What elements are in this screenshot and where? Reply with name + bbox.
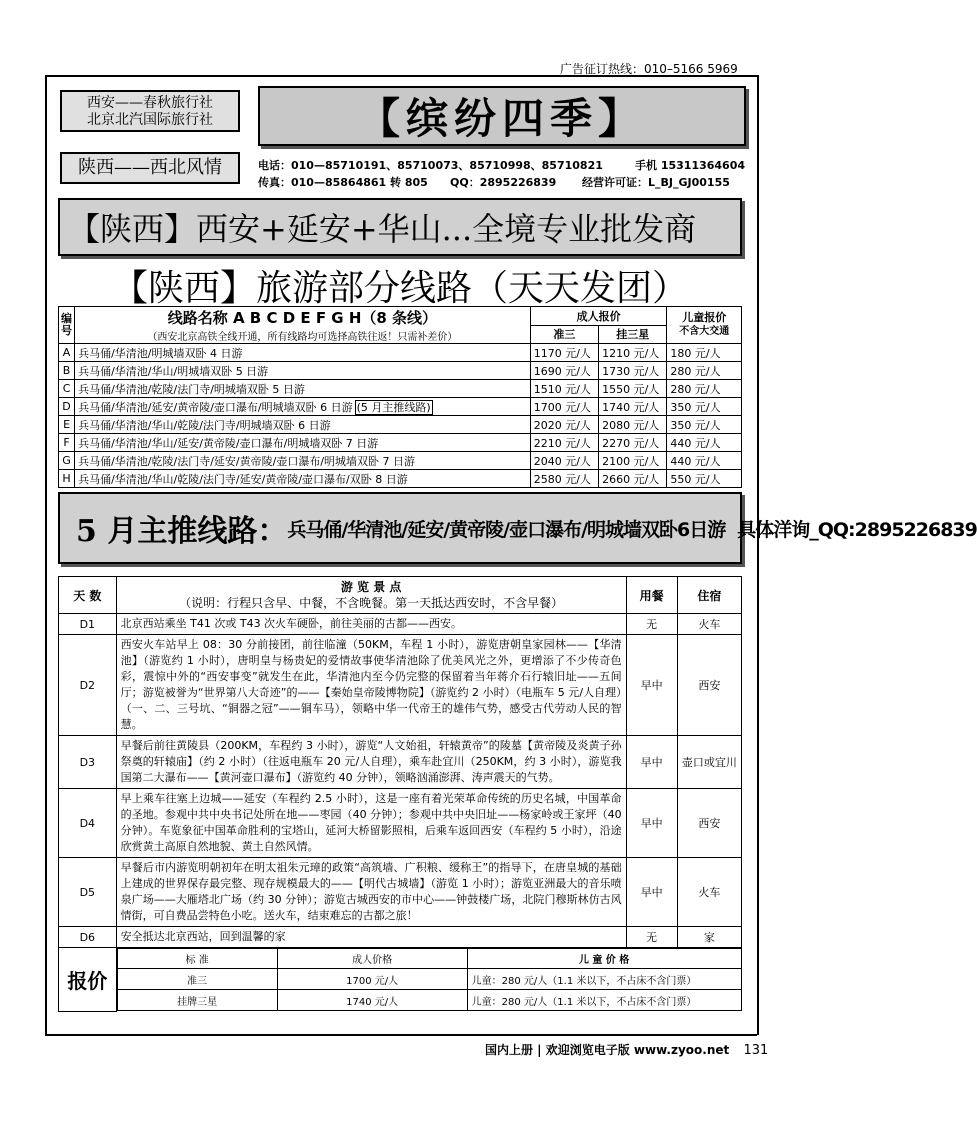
day-stay: 家 [677, 927, 741, 948]
day-description: 西安火车站早上 08：30 分前接团，前往临潼（50KM，车程 1 小时），游览唐朝皇家园林——【华清池】（游览约 1 小时），唐明皇与杨贵妃的爱情故事使华清池除了优美风光之外，更增添了不少传奇色彩，震惊中外的“西安事变”就发生在此，华清池内至今仍完整的保留着当年蒋介石行辕旧址——五间厅；游览被誉为“世界第八大奇迹”的——【秦始皇帝陵博物院】（游览约 2 小时）（电瓶车 5 元/人自理）（一、二、三号坑、“铜器之冠”——铜车马），领略中华一代帝王的雄伟气势，感受古代劳动人民的智慧。 [116, 635, 626, 736]
route-name: 兵马俑/华清池/明城墙双卧 4 日游 [75, 344, 531, 362]
table-row [59, 635, 742, 736]
route-price-std: 2020 元/人 [530, 416, 598, 434]
route-id: B [59, 362, 75, 380]
route-price-std: 2210 元/人 [530, 434, 598, 452]
day-stay: 西安 [677, 635, 741, 736]
day-description: 早上乘车往塞上边城——延安（车程约 2.5 小时），这是一座有着光荣革命传统的历史名城，中国革命的圣地。参观中共中央书记处所在地——枣园（40 分钟）；参观中共中央旧址——杨家岭或王家坪（40 分钟）。车览象征中国革命胜利的宝塔山，延河大桥留影照相，后乘车返回西安（车程约 5 小时），沿途欣赏黄土高原自然地貌、黄土自然风情。 [116, 789, 626, 858]
price-std: 挂牌三星 [117, 990, 277, 1011]
table-row [117, 969, 741, 990]
mobile-number: 手机 15311364604 [635, 159, 746, 172]
route-price-child: 350 元/人 [667, 416, 742, 434]
day-description: 北京西站乘坐 T41 次或 T43 次火车硬卧，前往美丽的古都——西安。 [116, 614, 626, 635]
col-name-header [75, 307, 531, 344]
sights-title: 游 览 景 点 [340, 580, 402, 594]
table-row [59, 434, 742, 452]
table-row [117, 990, 741, 1011]
day-stay: 火车 [677, 858, 741, 927]
agency-box [60, 90, 240, 132]
child-price-title: 儿童报价 [682, 311, 727, 324]
child-price-note: 不含大交通 [679, 326, 730, 337]
agency-line-1: 西安——春秋旅行社 [87, 95, 213, 111]
qq-number: QQ：2895226839 [450, 176, 557, 189]
table-row [59, 858, 742, 927]
price-adult: 1740 元/人 [277, 990, 467, 1011]
featured-label: 5 月主推线路： [76, 514, 288, 549]
day-meal: 早中 [626, 789, 677, 858]
route-price-plus: 1740 元/人 [599, 398, 667, 416]
ad-hotline: 广告征订热线：010–5166 5969 [560, 62, 738, 76]
route-price-std: 1700 元/人 [530, 398, 598, 416]
agency-line-2: 北京北汽国际旅行社 [87, 112, 213, 128]
region-box: 陕西——西北风情 [60, 152, 240, 184]
day-stay: 西安 [677, 789, 741, 858]
route-id: E [59, 416, 75, 434]
route-id: C [59, 380, 75, 398]
routes-table [58, 306, 742, 488]
fax-number: 传真：010—85864861 转 805 [258, 176, 428, 189]
day-description: 早餐后市内游览明朝初年在明太祖朱元璋的政策“高筑墙、广积粮、缓称王”的指导下，在唐皇城的基础上建成的世界保存最完整、现存规模最大的——【明代古城墙】（游览 1 小时）；游览亚洲最大的音乐喷泉广场——大雁塔北广场（约 30 分钟）；游览古城西安的市中心——钟鼓楼广场，北院门穆斯林仿古风情街，可自费品尝特色小吃。送火车，结束难忘的古都之旅！ [116, 858, 626, 927]
route-name: 兵马俑/华清池/华山/乾陵/法门寺/明城墙双卧 6 日游 [75, 416, 531, 434]
bottom-rule [45, 1034, 757, 1036]
col-child-header [667, 307, 742, 344]
table-row [59, 736, 742, 789]
phone-numbers: 电话：010—85710191、85710073、85710998、85710821 [258, 159, 603, 172]
table-row [59, 452, 742, 470]
table-row [59, 344, 742, 362]
day-meal: 早中 [626, 736, 677, 789]
route-price-plus: 1550 元/人 [599, 380, 667, 398]
price-subtable-cell [116, 948, 741, 1012]
route-id: G [59, 452, 75, 470]
table-row [59, 614, 742, 635]
day-stay: 壶口或宜川 [677, 736, 741, 789]
license-number: 经营许可证：L_BJ_GJ00155 [582, 176, 730, 189]
page-title: 【陕西】旅游部分线路（天天发团） [111, 268, 688, 309]
table-row [59, 398, 742, 416]
route-price-std: 1170 元/人 [530, 344, 598, 362]
day-stay: 火车 [677, 614, 741, 635]
route-price-std: 2040 元/人 [530, 452, 598, 470]
col-day-header: 天 数 [59, 577, 117, 614]
col-no-header: 编号 [59, 307, 75, 344]
route-name: 兵马俑/华清池/乾陵/法门寺/明城墙双卧 5 日游 [75, 380, 531, 398]
day-meal: 早中 [626, 635, 677, 736]
day-description: 安全抵达北京西站，回到温馨的家 [116, 927, 626, 948]
day-label: D4 [59, 789, 117, 858]
day-label: D2 [59, 635, 117, 736]
day-label: D6 [59, 927, 117, 948]
route-name-text: 兵马俑/华清池/延安/黄帝陵/壶口瀑布/明城墙双卧 6 日游 [78, 400, 353, 414]
route-name: 兵马俑/华清池/华山/延安/黄帝陵/壶口瀑布/明城墙双卧 7 日游 [75, 434, 531, 452]
route-id: D [59, 398, 75, 416]
route-price-child: 350 元/人 [667, 398, 742, 416]
route-name: 兵马俑/华清池/乾陵/法门寺/延安/黄帝陵/壶口瀑布/明城墙双卧 7 日游 [75, 452, 531, 470]
route-name: 兵马俑/华清池/华山/明城墙双卧 5 日游 [75, 362, 531, 380]
route-price-std: 1690 元/人 [530, 362, 598, 380]
price-child: 儿童：280 元/人（1.1 米以下，不占床不含门票） [467, 969, 741, 990]
route-price-plus: 1730 元/人 [599, 362, 667, 380]
table-row [59, 927, 742, 948]
route-id: H [59, 470, 75, 488]
route-price-plus: 2100 元/人 [599, 452, 667, 470]
itinerary-table [58, 576, 742, 1012]
day-label: D1 [59, 614, 117, 635]
brand-logo: 【缤纷四季】 [258, 86, 746, 146]
route-name: 兵马俑/华清池/华山/乾陵/法门寺/延安/黄帝陵/壶口瀑布/双卧 8 日游 [75, 470, 531, 488]
table-row [59, 789, 742, 858]
col-adult-header: 成人报价 [530, 307, 667, 326]
route-price-child: 280 元/人 [667, 380, 742, 398]
route-price-std: 1510 元/人 [530, 380, 598, 398]
route-id: F [59, 434, 75, 452]
route-name-note: （西安北京高铁全线开通，所有线路均可选择高铁往返！只需补差价） [147, 332, 458, 343]
route-name-title: 线路名称 A B C D E F G H（8 条线） [167, 309, 438, 327]
route-price-plus: 1210 元/人 [599, 344, 667, 362]
route-price-std: 2580 元/人 [530, 470, 598, 488]
col-stay-header: 住宿 [677, 577, 741, 614]
day-label: D3 [59, 736, 117, 789]
route-price-child: 280 元/人 [667, 362, 742, 380]
col-meal-header: 用餐 [626, 577, 677, 614]
route-price-plus: 2660 元/人 [599, 470, 667, 488]
col-sights-header [116, 577, 626, 614]
featured-tag: (5 月主推线路) [356, 400, 431, 414]
price-std: 准三 [117, 969, 277, 990]
route-price-plus: 2270 元/人 [599, 434, 667, 452]
table-row [59, 362, 742, 380]
route-price-child: 440 元/人 [667, 434, 742, 452]
day-description: 早餐后前往黄陵县（200KM，车程约 3 小时），游览“人文始祖，轩辕黄帝”的陵墓【黄帝陵及炎黄子孙祭奠的轩辕庙】（约 2 小时）（往返电瓶车 20 元/人自理），乘车赴宜川（250KM，约 3 小时），游览我国第二大瀑布——【黄河壶口瀑布】（游览约 40 分钟），领略汹涌澎湃、涛声震天的气势。 [116, 736, 626, 789]
price-col-std: 标 准 [117, 949, 277, 969]
featured-route-banner [58, 492, 977, 564]
footer-text: 国内上册 | 欢迎浏览电子版 www.zyoo.net [485, 1043, 730, 1057]
price-table [117, 948, 742, 1011]
route-name [75, 398, 531, 416]
day-meal: 无 [626, 614, 677, 635]
route-price-child: 550 元/人 [667, 470, 742, 488]
price-child: 儿童：280 元/人（1.1 米以下，不占床不含门票） [467, 990, 741, 1011]
col-plus-header: 挂三星 [599, 325, 667, 344]
route-id: A [59, 344, 75, 362]
price-label: 报价 [59, 948, 117, 1012]
table-row [59, 470, 742, 488]
day-label: D5 [59, 858, 117, 927]
page-number: 131 [743, 1043, 769, 1058]
col-std-header: 准三 [530, 325, 598, 344]
day-meal: 早中 [626, 858, 677, 927]
day-meal: 无 [626, 927, 677, 948]
route-price-plus: 2080 元/人 [599, 416, 667, 434]
route-price-child: 440 元/人 [667, 452, 742, 470]
table-row [59, 380, 742, 398]
sights-note: （说明：行程只含早、中餐，不含晚餐。第一天抵达西安时，不含早餐） [179, 596, 564, 610]
price-col-child: 儿 童 价 格 [467, 949, 741, 969]
price-col-adult: 成人价格 [277, 949, 467, 969]
table-row [59, 416, 742, 434]
route-price-child: 180 元/人 [667, 344, 742, 362]
featured-contact: 具体洋询_QQ:2895226839 [737, 518, 977, 541]
price-adult: 1700 元/人 [277, 969, 467, 990]
featured-route: 兵马俑/华清池/延安/黄帝陵/壶口瀑布/明城墙双卧6日游 [287, 518, 726, 541]
page-footer [485, 1041, 768, 1058]
wholesale-banner: 【陕西】西安+延安+华山...全境专业批发商 [58, 198, 742, 256]
